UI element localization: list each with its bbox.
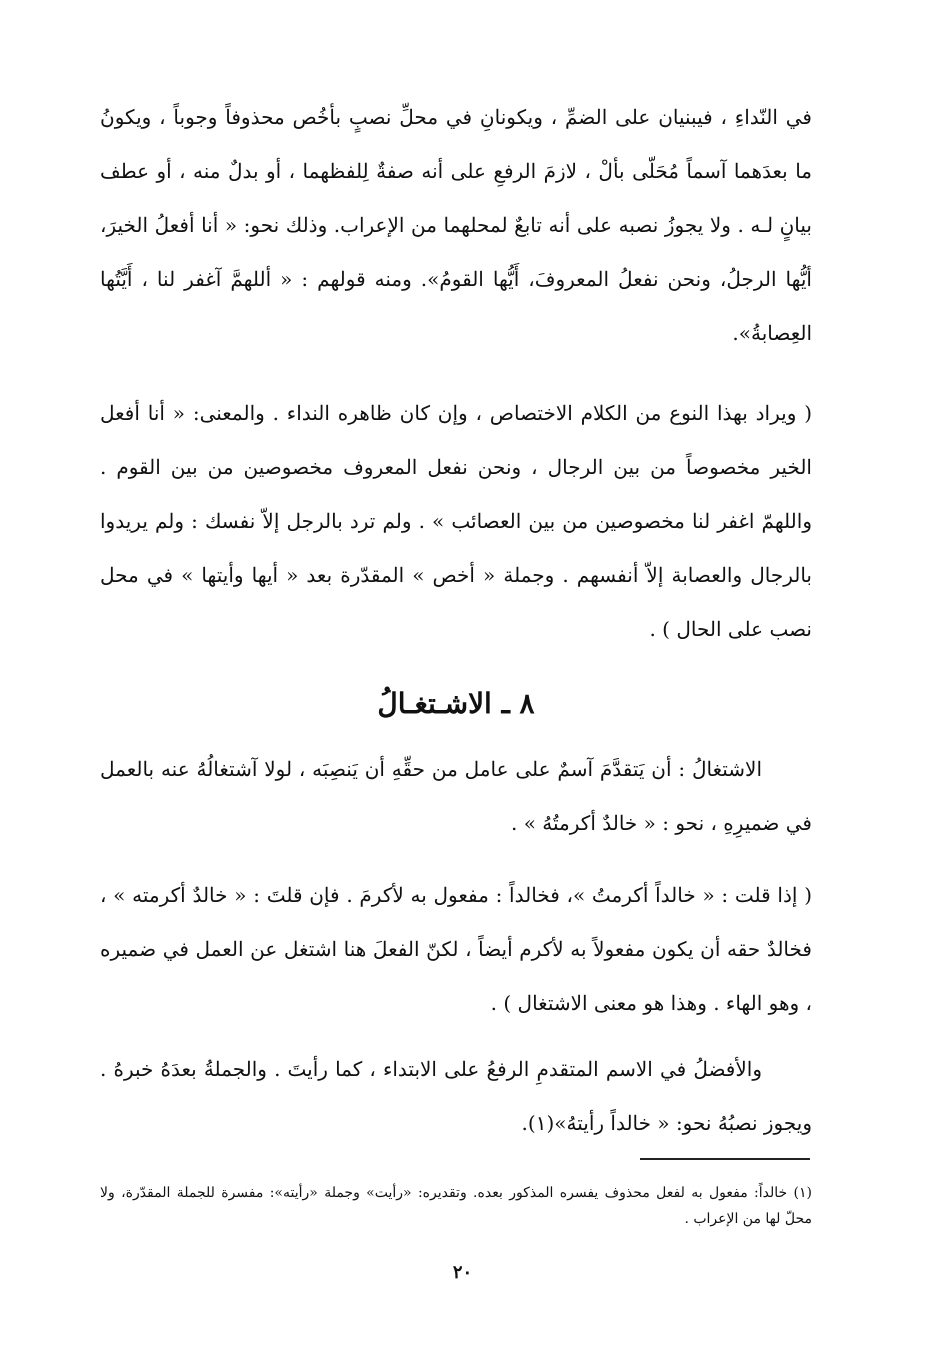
footnote-divider (640, 1158, 810, 1160)
paragraph-ishtighal-definition: الاشتغالُ : أن يَتقدَّمَ آسمٌ على عامل من حقِّهِ أن يَنصِبَه ، لولا آشتغالُهُ عنه بالعمل في ضميرِهِ ، نحو : « خالدٌ أكرمتُهُ » . (100, 757, 812, 835)
page-number: ٢٠ (452, 1262, 473, 1283)
paragraph-ikhtisas-explanation: ( ويراد بهذا النوع من الكلام الاختصاص ، وإن كان ظاهره النداء . والمعنى: « أنا أفعل الخير مخصوصاً من بين الرجال ، ونحن نفعل المعروف مخصوصين من بين القوم . واللهمّ اغفر لنا مخصوصين من بين العصائب » . ولم ترد بالرجل إلاّ نفسك : ولم يريدوا بالرجال والعصابة إلاّ أنفسهم . وجملة « أخص » المقدّرة بعد « أيها وأيتها » في محل نصب على الحال ) . (100, 401, 812, 641)
footnote: (١) خالداً: مفعول به لفعل محذوف يفسره المذكور بعده. وتقديره: «رأيت» وجملة «رأيته»: مفسرة للجملة المقدّرة، ولا محلّ لها من الإعراب . (100, 1185, 812, 1227)
section-heading: ٨ ـ الاشـتغـالُ (377, 687, 535, 720)
paragraph-nida: في النّداءِ ، فيبنيان على الضمِّ ، ويكونانِ في محلِّ نصبٍ بأخُص محذوفاً وجوباً ، ويكونُ ما بعدَهما آسماً مُحَلّى بألْ ، لازمَ الرفعِ على أنه صفةٌ لِلفظهما ، أو بدلٌ منه ، أو عطف بيانٍ لـه . ولا يجوزُ نصبه على أنه تابعٌ لمحلهما من الإعراب. وذلك نحو: « أنا أفعلُ الخيرَ، أيُّها الرجلُ، ونحن نفعلُ المعروفَ، أَيُّها القومُ». ومنه قولهم : « أللهمَّ آغفر لنا ، أَيَّتُها العِصابةُ». (100, 105, 812, 345)
paragraph-ishtighal-preference: والأفضلُ في الاسم المتقدمِ الرفعُ على الابتداء ، كما رأيتَ . والجملةُ بعدَهُ خبرهُ . ويجوز نصبُهُ نحو: « خالداً رأيتهُ»(١). (100, 1057, 812, 1135)
page-body (100, 90, 812, 1150)
paragraph-ishtighal-example: ( إذا قلت : « خالداً أكرمتُ »، فخالداً : مفعول به لأكرمَ . فإن قلتَ : « خالدٌ أكرمته » ، فخالدٌ حقه أن يكون مفعولاً به لأكرم أيضاً ، لكنّ الفعلَ هنا اشتغل عن العمل في ضميره ، وهو الهاء . وهذا هو معنى الاشتغال ) . (100, 883, 812, 1015)
